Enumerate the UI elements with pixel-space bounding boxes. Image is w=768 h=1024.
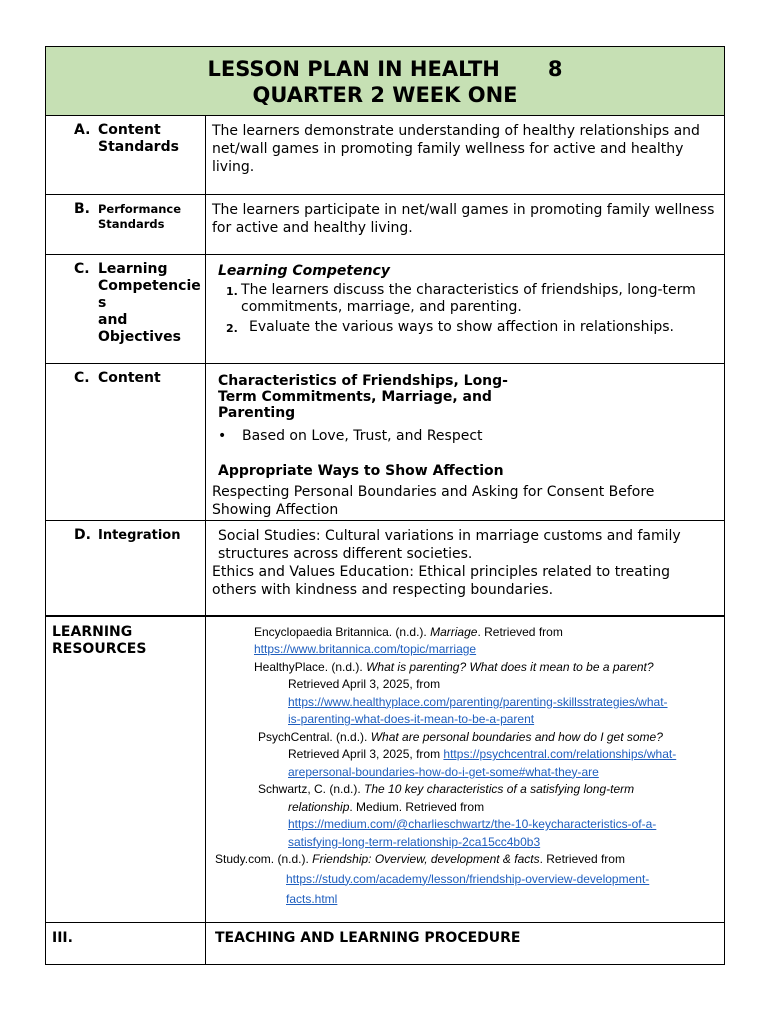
procedure-label: III. — [52, 930, 73, 946]
content-standards-label: Content Standards — [98, 122, 179, 155]
title-subject: LESSON PLAN IN HEALTH — [207, 57, 500, 81]
content-standards-row — [46, 116, 725, 195]
integration-value-cell — [206, 521, 725, 616]
content-value-cell — [206, 364, 725, 521]
row-letter: C. — [74, 370, 90, 386]
competencies-row — [46, 255, 725, 364]
document-subtitle: QUARTER 2 WEEK ONE — [252, 83, 518, 107]
integration-label: Integration — [98, 528, 181, 543]
reference-link[interactable]: https://www.healthyplace.com/parenting/parenting-skillsstrategies/what- — [288, 694, 668, 709]
row-letter: A. — [74, 122, 91, 138]
performance-standards-text: The learners participate in net/wall games in promoting family wellness for active and healthy living. — [212, 202, 715, 236]
reference-link[interactable]: https://www.britannica.com/topic/marriage — [254, 642, 477, 656]
procedure-value-cell — [206, 923, 725, 965]
content-row — [46, 364, 725, 521]
competency-heading: Learning Competency — [218, 263, 390, 279]
content-heading-1: Characteristics of Friendships, Long- Term Commitments, Marriage, and Parenting — [218, 373, 508, 421]
content-standards-text: The learners demonstrate understanding of healthy relationships and net/wall games in promoting family wellness for active and healthy living. — [212, 123, 700, 175]
performance-standards-row — [46, 195, 725, 255]
reference-link[interactable]: https://medium.com/@charlieschwartz/the-10-keycharacteristics-of-a- — [288, 817, 657, 831]
row-letter: B. — [74, 201, 90, 217]
learning-resources-row — [46, 616, 725, 923]
reference-link[interactable]: satisfying-long-term-relationship-2ca15cc4b0b3 — [288, 834, 541, 849]
performance-standards-label: Performance Standards — [98, 202, 182, 231]
integration-row — [46, 521, 725, 616]
list-item: 2. Evaluate the various ways to show affection in relationships. — [226, 319, 674, 335]
lesson-plan-page — [45, 46, 724, 965]
reference-link[interactable]: arepersonal-boundaries-how-do-i-get-some#what-they-are — [288, 764, 599, 779]
competency-list — [206, 282, 724, 337]
procedure-row — [46, 923, 725, 965]
title-grade: 8 — [547, 57, 563, 81]
reference-item: Encyclopaedia Britannica. (n.d.). Marriage. Retrieved from https://www.britannica.com/topic/marriage — [254, 624, 563, 656]
content-label-cell — [46, 364, 206, 521]
content-standards-label-cell — [46, 116, 206, 195]
performance-standards-label-cell — [46, 195, 206, 255]
integration-text-1: Social Studies: Cultural variations in marriage customs and family structures across different societies. — [218, 528, 681, 562]
list-item: 1. The learners discuss the characteristics of friendships, long-term commitments, marriage, and parenting. — [226, 282, 696, 315]
reference-item: Schwartz, C. (n.d.). The 10 key characteristics of a satisfying long-term relationship. Medium. Retrieved from https://medium.com/@charlieschwartz/the-10-keycharacteristics-of-a- satisfying-long-term-relationship-2ca15cc4b0b3 — [258, 782, 657, 849]
performance-standards-value-cell — [206, 195, 725, 255]
reference-item: Study.com. (n.d.). Friendship: Overview, development & facts. Retrieved from https://study.com/academy/lesson/friendship-overview-development- facts.html — [215, 852, 650, 906]
content-heading-2: Appropriate Ways to Show Affection — [218, 463, 504, 479]
content-standards-value-cell — [206, 116, 725, 195]
lesson-plan-table — [45, 46, 725, 965]
row-letter: C. — [74, 261, 90, 277]
learning-resources-label-cell — [46, 616, 206, 923]
learning-resources-label: LEARNING RESOURCES — [52, 623, 147, 657]
reference-link[interactable]: https://psychcentral.com/relationships/what- — [443, 747, 677, 761]
reference-item: HealthyPlace. (n.d.). What is parenting? What does it mean to be a parent? Retrieved April 3, 2025, from https://www.healthyplace.com/parenting/parenting-skillsstrategies/what- is-parenting-what-does-it-mean-to-be-a-parent — [254, 659, 668, 726]
content-text: Respecting Personal Boundaries and Asking for Consent Before Showing Affection — [212, 484, 655, 518]
row-letter: D. — [74, 527, 91, 543]
title-row — [46, 47, 725, 116]
integration-label-cell — [46, 521, 206, 616]
integration-text-2: Ethics and Values Education: Ethical principles related to treating others with kindness and respecting boundaries. — [212, 564, 670, 598]
procedure-heading: TEACHING AND LEARNING PROCEDURE — [215, 930, 521, 946]
content-label: Content — [98, 370, 161, 386]
reference-list — [206, 617, 724, 909]
document-title — [46, 47, 724, 82]
competencies-value-cell — [206, 255, 725, 364]
reference-link[interactable]: https://study.com/academy/lesson/friendship-overview-development- — [286, 871, 650, 886]
reference-item: PsychCentral. (n.d.). What are personal boundaries and how do I get some? Retrieved April 3, 2025, from https://psychcentral.com/relationships/what- arepersonal-boundaries-how-do-i-get-some#what-they-are — [258, 729, 677, 779]
title-cell — [46, 47, 725, 116]
reference-link[interactable]: is-parenting-what-does-it-mean-to-be-a-parent — [288, 712, 535, 726]
competencies-label-cell — [46, 255, 206, 364]
reference-link[interactable]: facts.html — [286, 891, 338, 906]
learning-resources-value-cell — [206, 616, 725, 923]
competencies-label: Learning Competencie s and Objectives — [98, 261, 201, 345]
content-bullet: • Based on Love, Trust, and Respect — [218, 428, 483, 444]
procedure-label-cell — [46, 923, 206, 965]
